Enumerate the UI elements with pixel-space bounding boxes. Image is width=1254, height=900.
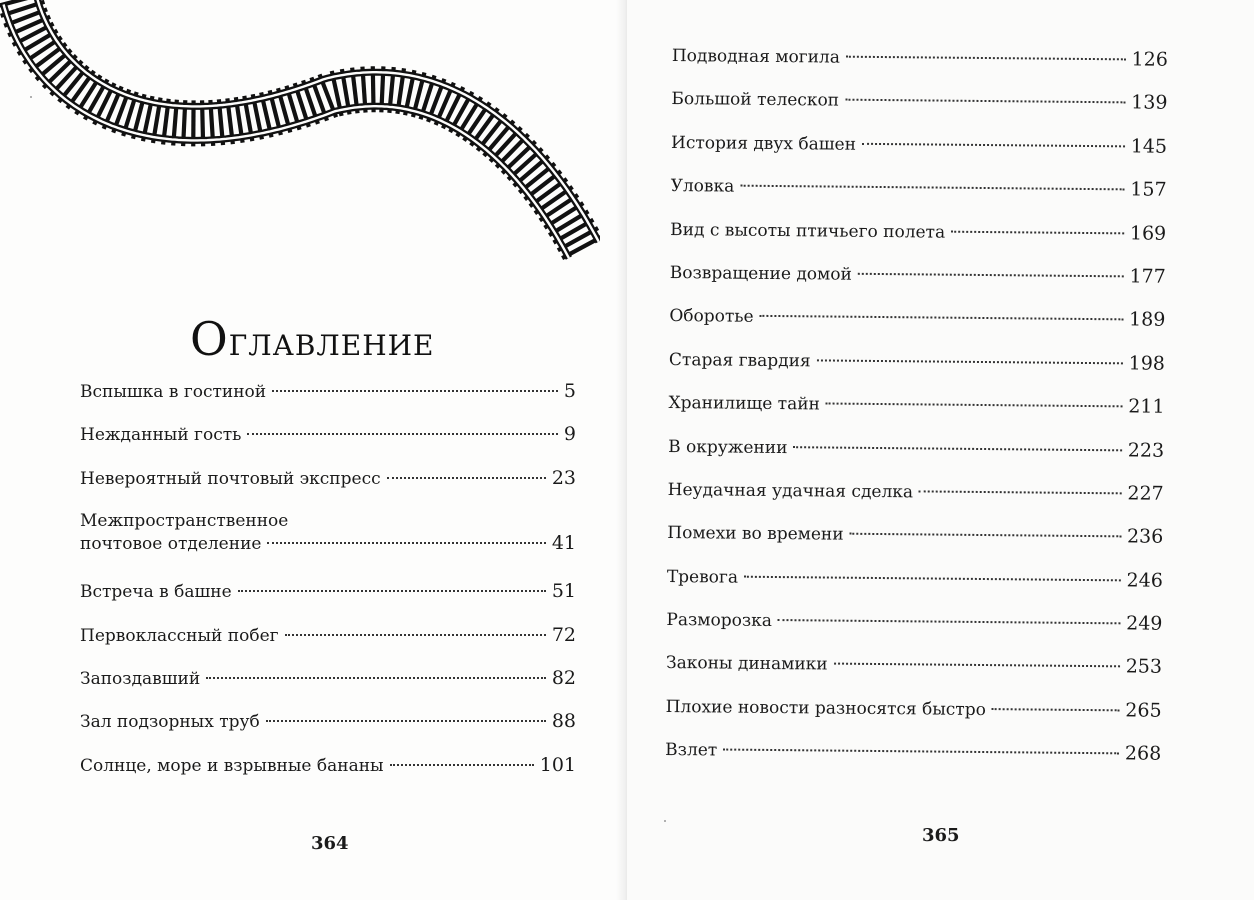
toc-entry[interactable] [80, 467, 576, 510]
toc-entry[interactable] [669, 348, 1165, 396]
page-number-right: 365 [922, 825, 960, 846]
toc-entry-page: 177 [1129, 265, 1166, 288]
toc-entry-label-line1: Межпространственное [80, 511, 289, 532]
toc-entry[interactable] [671, 87, 1167, 135]
leader-dots [778, 619, 1120, 624]
toc-entry-page: 139 [1131, 91, 1168, 115]
leader-dots [740, 185, 1124, 191]
toc-entry[interactable] [667, 478, 1163, 526]
toc-entry-row [80, 532, 576, 555]
toc-entry[interactable] [80, 580, 576, 623]
leader-dots [919, 490, 1121, 494]
toc-entry[interactable] [80, 510, 576, 580]
toc-entry-page: 246 [1126, 569, 1163, 592]
toc-entry[interactable] [665, 695, 1161, 743]
leader-dots [238, 590, 546, 592]
leader-dots [862, 143, 1125, 148]
toc-entry-label: Старая гвардия [668, 349, 811, 372]
toc-entry[interactable] [668, 391, 1164, 439]
toc-entry-label: Плохие новости разносятся быстро [665, 696, 986, 720]
toc-entry-label: Встреча в башне [80, 582, 232, 603]
toc-entry-label: Возвращение домой [669, 262, 852, 285]
rail-line [4, 4, 569, 258]
leader-dots [850, 533, 1121, 538]
toc-entry-label: Подводная могила [671, 45, 841, 68]
toc-entry-page: 189 [1129, 308, 1166, 332]
toc-entry-page: 169 [1129, 221, 1167, 245]
leader-dots [266, 720, 546, 722]
toc-entry-label: Нежданный гость [80, 425, 242, 446]
toc-entry-label: Зал подзорных труб [80, 712, 260, 733]
toc-entry-label: Первоклассный побег [80, 625, 279, 646]
toc-entry[interactable] [672, 44, 1168, 92]
toc-entry[interactable] [671, 131, 1167, 179]
leader-dots [834, 663, 1120, 668]
toc-entry-page: 198 [1128, 352, 1166, 375]
toc-entry-label: История двух башен [670, 132, 857, 155]
toc-entry[interactable] [670, 261, 1166, 309]
leader-dots [992, 708, 1119, 711]
toc-entry-label: Неудачная удачная сделка [667, 479, 914, 503]
toc-entry-page: 249 [1126, 612, 1163, 635]
toc-entry-page: 82 [551, 666, 576, 689]
page-title [190, 312, 434, 366]
title-rest: главление [228, 319, 435, 365]
toc-entry-page: 223 [1127, 438, 1165, 462]
leader-dots [858, 273, 1124, 278]
toc-entry-label: Законы динамики [665, 653, 828, 675]
leader-dots [744, 575, 1121, 581]
toc-entry-label: Уловка [670, 176, 735, 197]
toc-entry-page: 9 [563, 423, 576, 446]
toc-entry[interactable] [80, 624, 576, 667]
toc-entry[interactable] [666, 651, 1162, 699]
railway-track-icon [0, 0, 600, 270]
toc-entry[interactable] [80, 754, 576, 797]
toc-entry-label: Взлет [665, 740, 718, 761]
toc-entry-page: 145 [1130, 135, 1168, 158]
toc-entry-page: 88 [551, 710, 576, 733]
toc-entry-page: 126 [1131, 48, 1168, 71]
toc-entry-label: Разморозка [666, 610, 773, 632]
toc-entry-label: Большой телескоп [671, 89, 840, 111]
toc-entry-page: 5 [563, 380, 576, 402]
leader-dots [793, 446, 1121, 451]
toc-entry[interactable] [665, 738, 1161, 786]
toc-entry-label: Помехи во времени [667, 523, 844, 545]
rail-line [4, 4, 569, 258]
leader-dots [387, 477, 546, 479]
leader-dots [267, 542, 545, 544]
toc-entry-page: 227 [1127, 482, 1164, 505]
toc-entry-page: 265 [1125, 699, 1162, 722]
toc-entry-page: 41 [551, 532, 576, 555]
toc-entry[interactable] [666, 608, 1162, 656]
toc-entry[interactable] [668, 434, 1164, 482]
page-number-left: 364 [311, 833, 349, 854]
toc-list-left [80, 380, 576, 797]
leader-dots [285, 634, 546, 636]
toc-entry-page: 236 [1126, 525, 1164, 549]
toc-entry[interactable] [667, 521, 1163, 569]
leader-dots [206, 677, 546, 679]
toc-entry[interactable] [80, 667, 576, 710]
toc-entry[interactable] [670, 218, 1166, 266]
toc-entry[interactable] [670, 174, 1166, 222]
toc-entry-label: Вспышка в гостиной [80, 382, 267, 402]
toc-entry-label: Оборотье [669, 306, 754, 328]
toc-entry-label: В окружении [668, 436, 788, 458]
leader-dots [817, 359, 1123, 364]
toc-entry-page: 23 [551, 466, 576, 489]
title-initial: О [190, 312, 229, 366]
leader-dots [272, 390, 558, 392]
paper-speck [30, 96, 32, 98]
toc-list-right [665, 44, 1168, 786]
toc-entry-label: Невероятный почтовый экспресс [80, 468, 381, 489]
leader-dots [247, 433, 558, 435]
leader-dots [951, 230, 1124, 234]
leader-dots [760, 315, 1123, 320]
toc-entry-page: 157 [1130, 178, 1167, 201]
toc-entry-label: Запоздавший [80, 668, 201, 689]
toc-entry-page: 51 [551, 580, 576, 603]
toc-entry-page: 211 [1128, 395, 1165, 418]
toc-entry-page: 253 [1125, 655, 1163, 679]
leader-dots [846, 56, 1126, 61]
leader-dots [845, 99, 1125, 104]
toc-entry-label: Солнце, море и взрывные бананы [80, 755, 384, 776]
toc-entry-label: Хранилище тайн [668, 393, 821, 415]
toc-entry-label: Тревога [666, 566, 739, 588]
paper-speck [664, 820, 666, 822]
toc-entry[interactable] [667, 565, 1163, 613]
toc-entry[interactable] [80, 380, 576, 423]
railway-track-illustration [0, 0, 600, 270]
toc-entry-page: 101 [539, 753, 576, 776]
leader-dots [826, 403, 1122, 408]
toc-entry-label-line2: почтовое отделение [80, 534, 262, 555]
leader-dots [723, 749, 1119, 755]
toc-entry-label: Вид с высоты птичьего полета [670, 219, 946, 243]
toc-entry[interactable] [80, 423, 576, 466]
leader-dots [390, 764, 534, 766]
toc-entry[interactable] [669, 304, 1165, 352]
toc-entry-page: 268 [1124, 742, 1162, 765]
left-page [0, 0, 622, 900]
toc-entry[interactable] [80, 710, 576, 753]
toc-entry-page: 72 [551, 623, 576, 646]
